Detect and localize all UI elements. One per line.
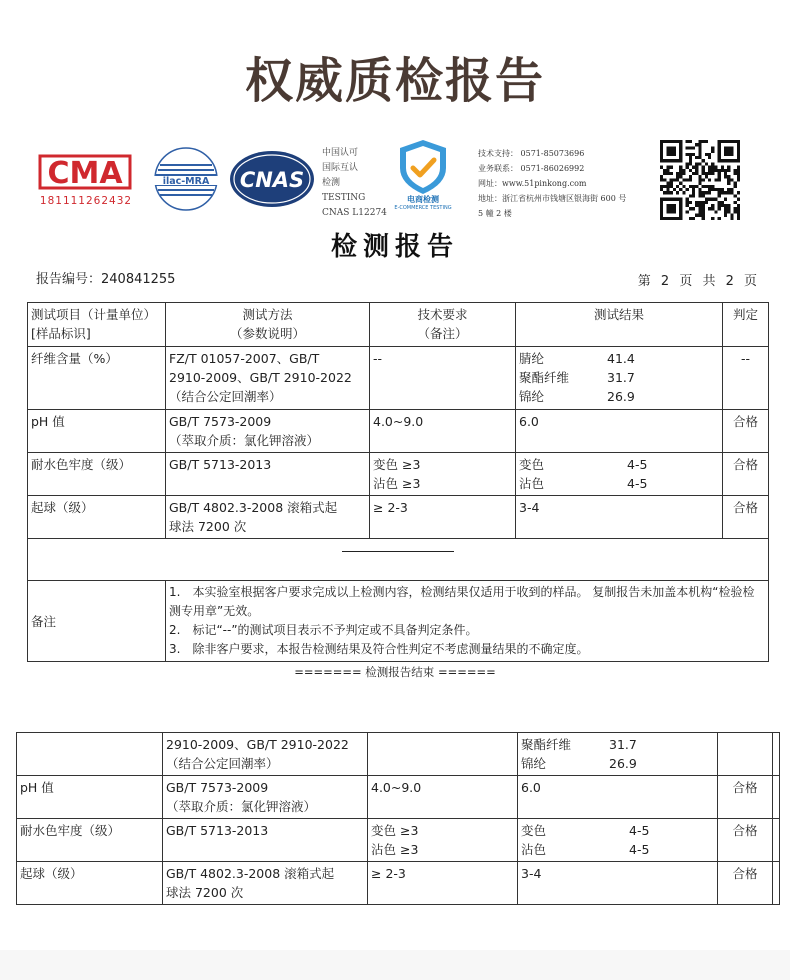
separator-cell <box>28 539 769 581</box>
lab-info-line: CNAS L12274 <box>322 208 387 218</box>
cell-method <box>163 862 368 905</box>
method-line: （结合公定回潮率） <box>169 389 282 404</box>
method-line: 2910-2009、GB/T 2910-2022 <box>166 737 349 752</box>
header-result: 测试结果 <box>516 303 723 347</box>
remark-line: 2. 标记“--”的测试项目表示不予判定或不具备判定条件。 <box>169 623 478 637</box>
cell-judgement: 合格 <box>723 410 769 453</box>
remarks-row <box>28 581 769 662</box>
ilac-mra-logo <box>150 146 222 212</box>
cell-item: 起球（级） <box>28 496 166 539</box>
ecommerce-testing-logo <box>388 138 458 210</box>
header-item-line: 测试项目（计量单位） <box>31 307 157 322</box>
method-line: GB/T 4802.3-2008 滚箱式起 <box>169 500 338 515</box>
lab-info-line: 检测 <box>322 178 341 188</box>
cell-method <box>166 347 370 410</box>
cell-judgement: 合格 <box>723 453 769 496</box>
method-line: 球法 7200 次 <box>166 885 244 900</box>
cell-result <box>518 819 718 862</box>
result-line: 变色 4-5 <box>521 823 650 838</box>
cnas-logo <box>228 148 316 210</box>
ecommerce-logo-cn: 电商检测 <box>407 195 439 204</box>
cell-requirement <box>370 453 516 496</box>
header-item-line: [样品标识] <box>31 326 91 341</box>
lab-info-line: 国际互认 <box>322 163 359 173</box>
cell-judgement: -- <box>723 347 769 410</box>
separator-row <box>28 539 769 581</box>
report-end-marker: ======= 检测报告结束 ====== <box>294 665 496 679</box>
header-method-line: （参数说明） <box>229 326 305 341</box>
cell-item <box>17 733 163 776</box>
cell-result <box>518 733 718 776</box>
qr-code[interactable] <box>660 140 740 220</box>
cell-result: 6.0 <box>518 776 718 819</box>
result-line: 变色 4-5 <box>519 457 648 472</box>
cell-result: 3-4 <box>518 862 718 905</box>
cell-edge <box>773 862 780 905</box>
remark-line: 3. 除非客户要求，本报告检测结果及符合性判定不考虑测量结果的不确定度。 <box>169 642 589 656</box>
requirement-line: 变色 ≥3 <box>371 823 419 838</box>
cell-requirement: 4.0~9.0 <box>368 776 518 819</box>
method-line: 球法 7200 次 <box>169 519 247 534</box>
cell-item: 耐水色牢度（级） <box>28 453 166 496</box>
cell-item: 起球（级） <box>17 862 163 905</box>
result-line: 聚酯纤维 31.7 <box>519 370 635 385</box>
cell-method: GB/T 5713-2013 <box>166 453 370 496</box>
cell-edge <box>773 733 780 776</box>
cell-judgement: 合格 <box>718 819 773 862</box>
zoomed-table-fragment <box>16 732 780 905</box>
cell-method: GB/T 5713-2013 <box>163 819 368 862</box>
contact-line: 业务联系： 0571-86026992 <box>478 164 585 173</box>
method-line: （萃取介质：氯化钾溶液） <box>166 799 317 814</box>
table-row <box>17 862 780 905</box>
cell-method <box>166 410 370 453</box>
requirement-line: 变色 ≥3 <box>373 457 421 472</box>
cell-result: 6.0 <box>516 410 723 453</box>
header-judgement: 判定 <box>723 303 769 347</box>
method-line: GB/T 7573-2009 <box>166 780 269 795</box>
table-header-row <box>28 303 769 347</box>
contact-line: 地址：浙江省杭州市钱塘区银海街 600 号 <box>478 194 627 203</box>
lab-info-line: 中国认可 <box>322 148 359 158</box>
header-method <box>166 303 370 347</box>
table-row <box>28 410 769 453</box>
table-row <box>28 496 769 539</box>
cma-logo-text: CMA <box>47 156 123 191</box>
table-row <box>28 347 769 410</box>
table-row <box>17 733 780 776</box>
method-line: （结合公定回潮率） <box>166 756 279 771</box>
cell-requirement: -- <box>370 347 516 410</box>
cell-result <box>516 347 723 410</box>
cell-requirement <box>368 819 518 862</box>
cma-number: 181111262432 <box>39 195 133 207</box>
header-method-line: 测试方法 <box>242 307 293 322</box>
cell-requirement <box>368 733 518 776</box>
contact-line: 5 幢 2 楼 <box>478 209 512 218</box>
result-line: 锦纶 26.9 <box>519 389 635 404</box>
cell-requirement: 4.0~9.0 <box>370 410 516 453</box>
table-row <box>17 819 780 862</box>
contact-info <box>478 146 626 221</box>
lab-info-line: TESTING <box>322 193 366 203</box>
report-number-value: 240841255 <box>101 272 176 287</box>
lab-accreditation-text <box>322 146 387 221</box>
contact-line: 技术支持： 0571-85073696 <box>478 149 585 158</box>
requirement-line: 沾色 ≥3 <box>373 476 421 491</box>
cell-method <box>166 496 370 539</box>
method-line: GB/T 4802.3-2008 滚箱式起 <box>166 866 335 881</box>
test-results-table <box>27 302 769 662</box>
cell-result: 3-4 <box>516 496 723 539</box>
method-line: GB/T 7573-2009 <box>169 414 272 429</box>
header-item <box>28 303 166 347</box>
cell-item: 纤维含量（%） <box>28 347 166 410</box>
cell-judgement <box>718 733 773 776</box>
cell-item: pH 值 <box>28 410 166 453</box>
result-line: 腈纶 41.4 <box>519 351 635 366</box>
cell-item: 耐水色牢度（级） <box>17 819 163 862</box>
cell-edge <box>773 776 780 819</box>
method-line: FZ/T 01057-2007、GB/T <box>169 351 320 366</box>
result-line: 锦纶 26.9 <box>521 756 637 771</box>
method-line: （萃取介质：氯化钾溶液） <box>169 433 320 448</box>
report-number-label: 报告编号： <box>36 272 102 287</box>
header-requirement-line: （备注） <box>417 326 468 341</box>
report-title: 检测报告 <box>330 232 459 262</box>
ecommerce-logo-en: E-COMMERCE TESTING <box>394 205 452 210</box>
cell-judgement: 合格 <box>718 862 773 905</box>
cell-result <box>516 453 723 496</box>
cell-requirement: ≥ 2-3 <box>368 862 518 905</box>
contact-line: 网址：www.51pinkong.com <box>478 179 587 188</box>
result-line: 沾色 4-5 <box>519 476 648 491</box>
cnas-logo-text: CNAS <box>239 168 305 192</box>
bottom-band <box>0 950 790 980</box>
result-line: 聚酯纤维 31.7 <box>521 737 637 752</box>
cell-method <box>163 733 368 776</box>
table-row <box>28 453 769 496</box>
cell-edge <box>773 819 780 862</box>
result-line: 沾色 4-5 <box>521 842 650 857</box>
separator-line <box>342 551 454 552</box>
method-line: 2910-2009、GB/T 2910-2022 <box>169 370 352 385</box>
remark-line: 1. 本实验室根据客户要求完成以上检测内容，检测结果仅适用于收到的样品。 复制报告未加盖本机构“检验检测专用章”无效。 <box>169 585 755 618</box>
table-row <box>17 776 780 819</box>
page-title: 权威质检报告 <box>244 53 545 109</box>
ilac-logo-text: ilac-MRA <box>162 176 210 187</box>
remarks-content <box>166 581 769 662</box>
cell-method <box>163 776 368 819</box>
remarks-label: 备注 <box>28 581 166 662</box>
page-indicator: 第 2 页 共 2 页 <box>637 274 760 289</box>
cell-requirement: ≥ 2-3 <box>370 496 516 539</box>
header-requirement <box>370 303 516 347</box>
cell-item: pH 值 <box>17 776 163 819</box>
cma-logo <box>30 148 142 210</box>
requirement-line: 沾色 ≥3 <box>371 842 419 857</box>
cell-judgement: 合格 <box>723 496 769 539</box>
header-requirement-line: 技术要求 <box>417 307 468 322</box>
cell-judgement: 合格 <box>718 776 773 819</box>
report-number <box>36 268 175 287</box>
